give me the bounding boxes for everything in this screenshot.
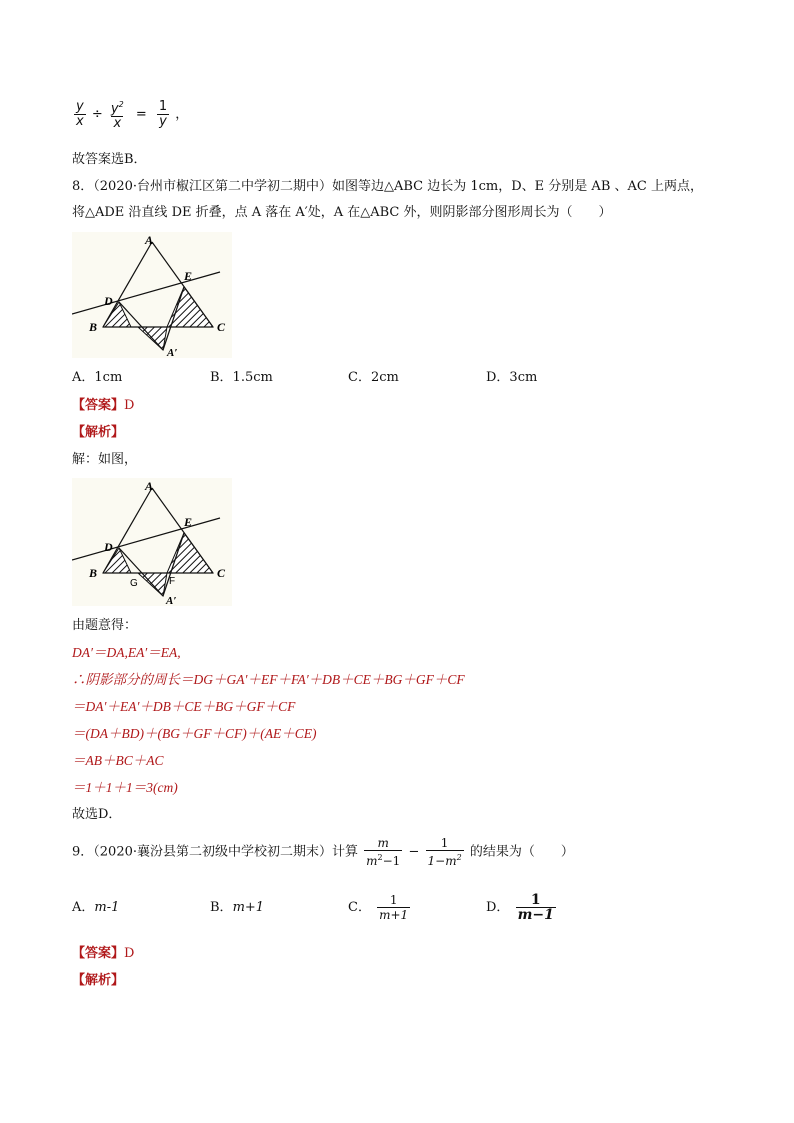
q8-given: 由题意得： [72,618,138,633]
q8-solution-figure [72,478,232,606]
svg-text:A: A [145,479,154,493]
q9-answer: 【答案】D [72,946,135,961]
q8-option-a[interactable]: A．1cm [72,370,123,385]
equals-sign: = [135,107,147,123]
label-g: G [130,578,138,589]
q8-figure [72,232,232,358]
q8-option-d[interactable]: D．3cm [486,370,538,385]
triangle-fold-diagram [72,232,232,358]
label-b: B [89,320,98,334]
q9-option-a[interactable]: A．m-1 [72,900,120,915]
label-e: E [184,269,193,283]
q8-answer: 【答案】D [72,398,135,413]
label-c: C [217,320,226,334]
triangle-fold-diagram-labeled [72,478,232,606]
q8-step-5: ＝AB＋BC＋AC [72,753,164,768]
q8-stem-line2: 将△ADE 沿直线 DE 折叠，点 A 落在 A′处，A 在△ABC 外，则阴影部分图形周长为（ ） [72,205,612,220]
q8-conclusion: 故选D． [72,807,122,822]
svg-text:A′: A′ [166,595,177,606]
q8-analysis-tag: 【解析】 [72,425,125,440]
shaded-region-right [167,287,213,327]
svg-text:C: C [217,566,226,580]
q8-step-3: ＝DA′＋EA′＋DB＋CE＋BG＋GF＋CF [72,699,296,714]
q8-step-6: ＝1＋1＋1＝3(cm) [72,780,178,795]
fraction-y2-over-x: $\frac{y^2}{x}$ [110,100,124,132]
divide-sign: ÷ [91,107,103,123]
label-d: D [104,294,113,308]
label-a-prime: A′ [167,347,178,358]
q9-option-d[interactable]: D． $\frac{1}{m-1}$ [486,892,554,923]
q8-step-1: DA′＝DA,EA′＝EA, [72,645,181,660]
q8-step-2: ∴阴影部分的周长＝DG＋GA′＋EF＋FA′＋DB＋CE＋BG＋GF＋CF [72,672,465,687]
equation-top: $\frac{y}{x}$ ÷ $\frac{y^2}{x}$ = $\frac{1}{y}$ ， [76,99,189,132]
fraction-y-over-x: $\frac{y}{x}$ [76,99,84,130]
q9-option-b[interactable]: B．m+1 [210,900,265,915]
q9-fraction-1: $\frac{m}{m^2-1}$ [366,836,401,868]
q9-fraction-2: $\frac{1}{1-m^2}$ [427,836,462,868]
q9-analysis-tag: 【解析】 [72,973,125,988]
fraction-1-over-y: $\frac{1}{y}$ [158,99,168,130]
q9-stem: 9．（2020·襄汾县第二初级中学校初二期末）计算 $\frac{m}{m^2-1}$ − $\frac{1}{1-m^2}$ 的结果为（ ） [72,836,574,868]
label-a: A [145,233,154,247]
q9-option-c[interactable]: C． $\frac{1}{m+1}$ [348,893,409,922]
q8-step-4: ＝(DA＋BD)＋(BG＋GF＋CF)＋(AE＋CE) [72,726,317,741]
q8-solution-intro: 解：如图， [72,452,138,467]
q8-stem-line1: 8．（2020·台州市椒江区第二中学初二期中）如图等边△ABC 边长为 1cm，D、E 分别是 AB 、AC 上两点， [72,179,703,194]
svg-text:E: E [184,515,193,529]
q8-option-c[interactable]: C．2cm [348,370,399,385]
q8-option-b[interactable]: B．1.5cm [210,370,273,385]
svg-text:D: D [104,540,113,554]
answer-line-q7: 故答案选B． [72,152,147,167]
label-f: F [169,576,176,587]
svg-text:B: B [89,566,98,580]
